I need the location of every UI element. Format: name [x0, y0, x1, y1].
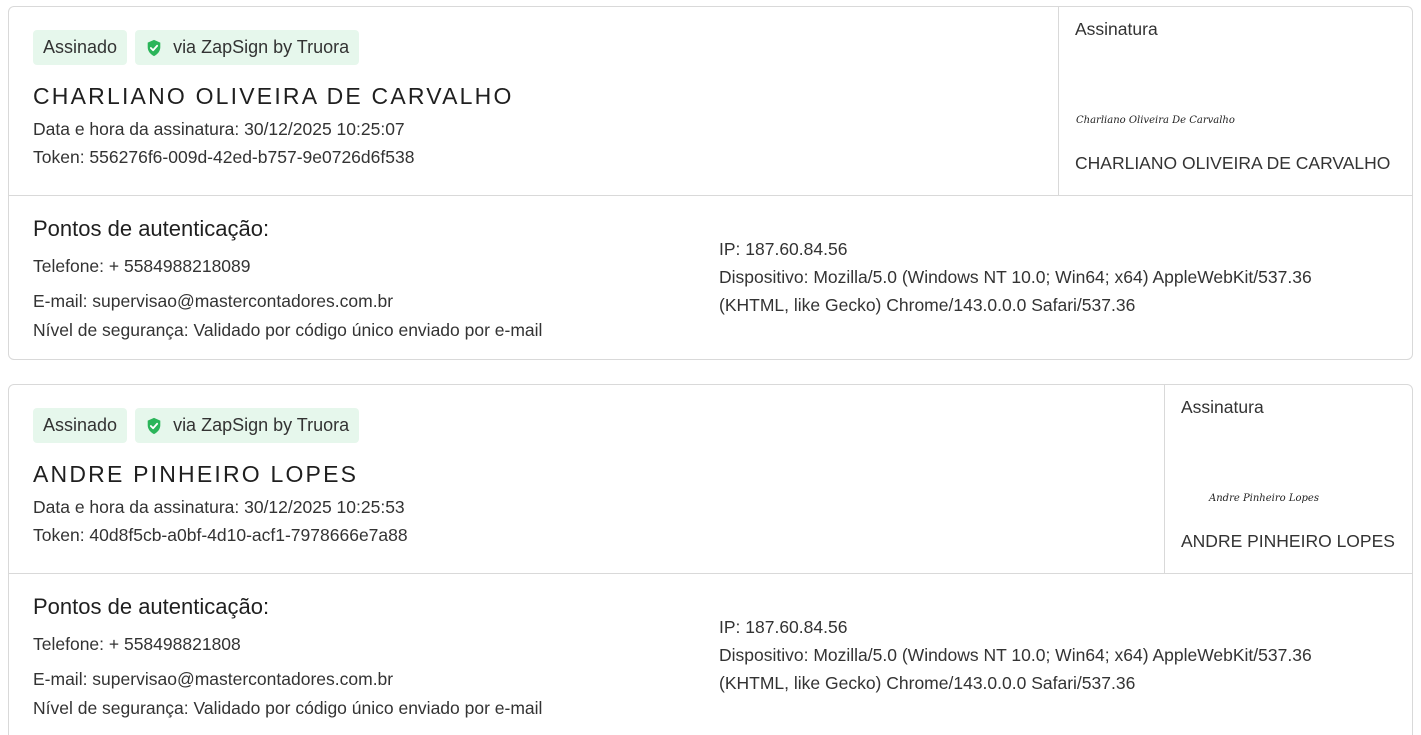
- via-badge: [135, 30, 359, 65]
- via-badge-label: via ZapSign by Truora: [173, 37, 350, 57]
- auth-device: [719, 263, 1399, 319]
- auth-device-line: Dispositivo: Mozilla/5.0 (Windows NT 10.0; Win64; x64) AppleWebKit/537.36: [719, 645, 1312, 665]
- auth-phone: Telefone: + 558498821808: [33, 634, 241, 654]
- auth-phone: Telefone: + 5584988218089: [33, 256, 251, 276]
- auth-points-section: [9, 196, 1412, 359]
- handwritten-signature: Andre Pinheiro Lopes: [1209, 493, 1319, 504]
- signature-label: Assinatura: [1075, 19, 1158, 39]
- signature-label: Assinatura: [1181, 397, 1264, 417]
- handwritten-signature: Charliano Oliveira De Carvalho: [1076, 115, 1235, 126]
- signature-box: [1164, 385, 1412, 573]
- auth-email: E-mail: supervisao@mastercontadores.com.br: [33, 291, 394, 311]
- signer-card: [8, 6, 1413, 360]
- auth-security-level: Nível de segurança: Validado por código único enviado por e-mail: [33, 320, 543, 340]
- signer-header: [9, 7, 1412, 196]
- badge-row: [33, 408, 359, 443]
- signature-printed-name: CHARLIANO OLIVEIRA DE CARVALHO: [1075, 153, 1391, 173]
- auth-email: E-mail: supervisao@mastercontadores.com.br: [33, 669, 394, 689]
- via-badge-label: via ZapSign by Truora: [173, 415, 350, 435]
- signature-datetime: Data e hora da assinatura: 30/12/2025 10:25:07: [33, 119, 405, 139]
- signature-printed-name: ANDRE PINHEIRO LOPES: [1181, 531, 1395, 551]
- signature-datetime: Data e hora da assinatura: 30/12/2025 10:25:53: [33, 497, 405, 517]
- shield-check-icon: [145, 417, 163, 435]
- status-badge-label: Assinado: [43, 37, 118, 57]
- badge-row: [33, 30, 359, 65]
- signer-name: ANDRE PINHEIRO LOPES: [33, 461, 359, 487]
- auth-ip: IP: 187.60.84.56: [719, 239, 848, 259]
- signature-token: Token: 556276f6-009d-42ed-b757-9e0726d6f538: [33, 147, 415, 167]
- status-badge: [33, 408, 127, 443]
- auth-security-level: Nível de segurança: Validado por código único enviado por e-mail: [33, 698, 543, 718]
- auth-device-line: Dispositivo: Mozilla/5.0 (Windows NT 10.0; Win64; x64) AppleWebKit/537.36: [719, 267, 1312, 287]
- signer-card: [8, 384, 1413, 735]
- auth-device-line: (KHTML, like Gecko) Chrome/143.0.0.0 Safari/537.36: [719, 295, 1136, 315]
- shield-check-icon: [145, 39, 163, 57]
- auth-points-section: [9, 574, 1412, 735]
- signature-token: Token: 40d8f5cb-a0bf-4d10-acf1-7978666e7a88: [33, 525, 408, 545]
- auth-points-title: Pontos de autenticação:: [33, 594, 270, 619]
- auth-device: [719, 641, 1399, 697]
- via-badge: [135, 408, 359, 443]
- signer-header: [9, 385, 1412, 574]
- signer-name: CHARLIANO OLIVEIRA DE CARVALHO: [33, 83, 514, 109]
- auth-ip: IP: 187.60.84.56: [719, 617, 848, 637]
- auth-points-title: Pontos de autenticação:: [33, 216, 270, 241]
- status-badge-label: Assinado: [43, 415, 118, 435]
- status-badge: [33, 30, 127, 65]
- auth-device-line: (KHTML, like Gecko) Chrome/143.0.0.0 Safari/537.36: [719, 673, 1136, 693]
- signature-box: [1058, 7, 1412, 195]
